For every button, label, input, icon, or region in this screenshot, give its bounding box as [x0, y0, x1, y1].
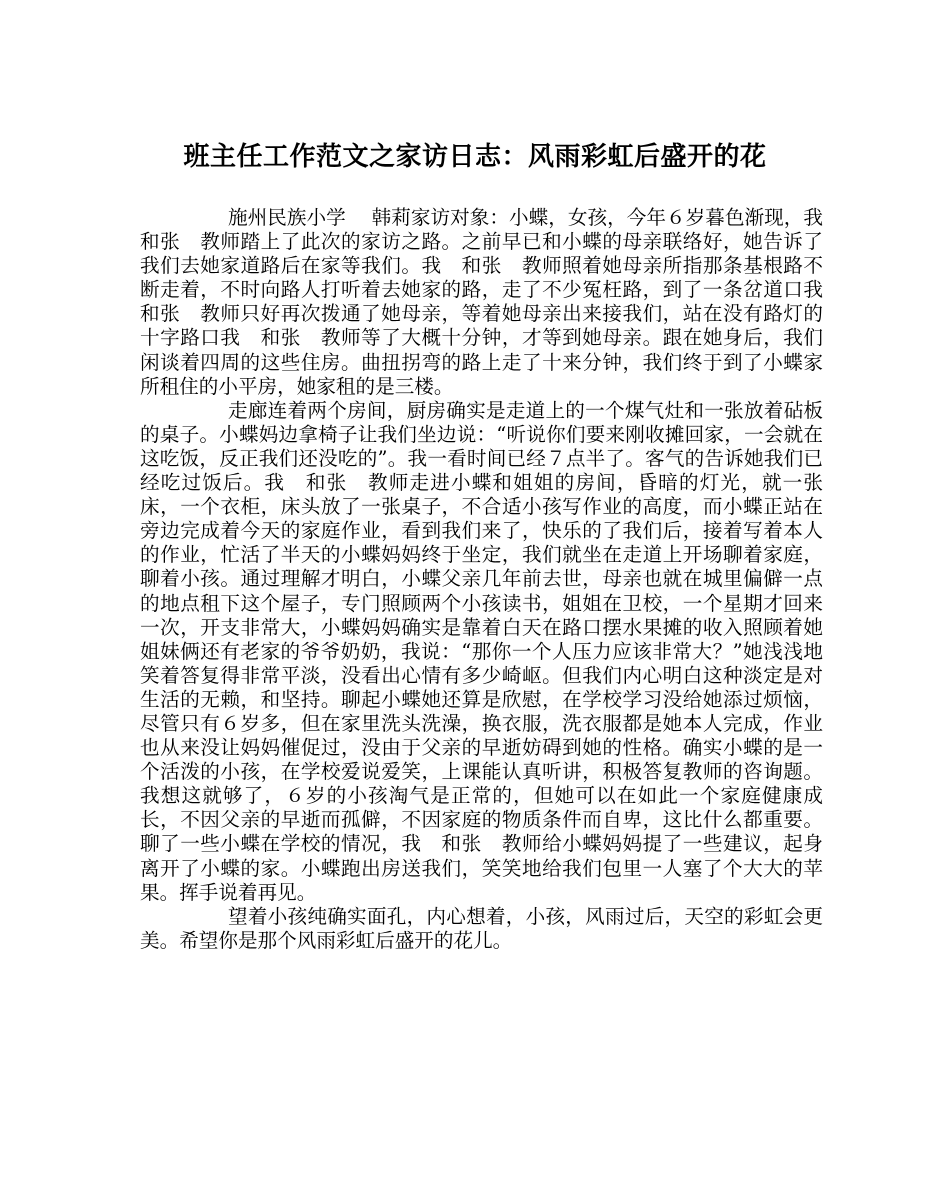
- paragraph-2: 走廊连着两个房间，厨房确实是走道上的一个煤气灶和一张放着砧板的桌子。小蝶妈边拿椅子让我们坐边说：“听说你们要来刚收摊回家，一会就在这吃饭，反正我们还没吃的”。我一看时间已经７点半了。客气的告诉她我们已经吃过饭后。我 和张 教师走进小蝶和姐姐的房间，昏暗的灯光，就一张床，一个衣柜，床头放了一张桌子，不合适小孩写作业的高度，而小蝶正站在旁边完成着今天的家庭作业，看到我们来了，快乐的了我们后，接着写着本人的作业，忙活了半天的小蝶妈妈终于坐定，我们就坐在走道上开场聊着家庭，聊着小孩。通过理解才明白，小蝶父亲几年前去世，母亲也就在城里偏僻一点的地点租下这个屋子，专门照顾两个小孩读书，姐姐在卫校，一个星期才回来一次，开支非常大，小蝶妈妈确实是靠着白天在路口摆水果摊的收入照顾着她姐妹俩还有老家的爷爷奶奶，我说：“那你一个人压力应该非常大？”她浅浅地笑着答复得非常平淡，没看出心情有多少崎岖。但我们内心明白这种淡定是对生活的无赖，和坚持。聊起小蝶她还算是欣慰，在学校学习没给她添过烦恼，尽管只有６岁多，但在家里洗头洗澡，换衣服，洗衣服都是她本人完成，作业也从来没让妈妈催促过，没由于父亲的早逝妨碍到她的性格。确实小蝶的是一个活泼的小孩，在学校爱说爱笑，上课能认真听讲，积极答复教师的咨询题。我想这就够了，６岁的小孩淘气是正常的，但她可以在如此一个家庭健康成长，不因父亲的早逝而孤僻，不因家庭的物质条件而自卑，这比什么都重要。聊了一些小蝶在学校的情况，我 和张 教师给小蝶妈妈提了一些建议，起身离开了小蝶的家。小蝶跑出房送我们，笑笑地给我们包里一人塞了个大大的苹果。挥手说着再见。: [140, 398, 823, 904]
- document-body: [140, 206, 843, 953]
- paragraph-1: 施州民族小学 韩莉家访对象：小蝶，女孩，今年６岁暮色渐现，我 和张 教师踏上了此次的家访之路。之前早已和小蝶的母亲联络好，她告诉了我们去她家道路后在家等我们。我 和张 教师照着她母亲所指那条基根路不断走着，不时向路人打听着去她家的路，走了不少冤枉路，到了一条岔道口我 和张 教师只好再次拨通了她母亲，等着她母亲出来接我们，站在没有路灯的十字路口我 和张 教师等了大概十分钟，才等到她母亲。跟在她身后，我们闲谈着四周的这些住房。曲扭拐弯的路上走了十来分钟，我们终于到了小蝶家所租住的小平房，她家租的是三楼。: [140, 206, 843, 398]
- paragraph-3: 望着小孩纯确实面孔，内心想着，小孩，风雨过后，天空的彩虹会更美。希望你是那个风雨彩虹后盛开的花儿。: [140, 904, 823, 952]
- document-title: 班主任工作范文之家访日志：风雨彩虹后盛开的花: [183, 142, 767, 172]
